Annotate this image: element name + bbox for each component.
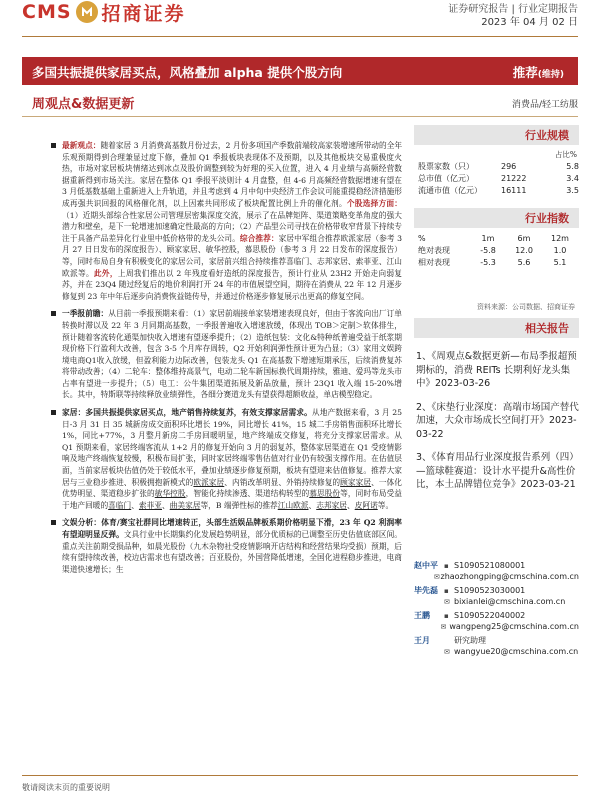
scale-row [414,184,579,196]
certificate-icon: ▪ [444,611,449,620]
perf-header-row [414,232,579,244]
related-report-link[interactable]: 1、《周观点&数据更新—布局季报超预期标的，消费 REITs 长期利好龙头集中》2023-03-26 [416,351,577,389]
paragraph-q1-preview [62,308,402,401]
industry-scale-heading: 行业规模 [414,125,579,145]
title-bar [22,57,578,85]
analyst-email[interactable]: wangyue20@cmschina.com.cn [454,647,579,656]
scale-row [414,160,579,172]
paragraph-latest-view [62,140,402,302]
email-icon: ✉ [444,597,450,606]
bullet-icon [51,520,56,525]
perf-label: 相对表现 [418,257,450,267]
bullet-icon [51,143,56,148]
analyst-email[interactable]: zhaozhongping@cmschina.com.cn [440,572,579,581]
analyst-name: 赵中平 [414,561,438,570]
certificate-icon: ▪ [444,561,449,570]
para-text: 、内销改革明显、外销持续修复的 [224,477,341,487]
stock-link[interactable]: 志邦家居 [316,500,347,510]
related-reports-list [414,350,579,492]
main-body [62,140,402,575]
analyst-name: 毕先磊 [414,586,438,595]
rating-sub: (维持) [537,70,564,80]
report-title: 多国共振提供家居买点，风格叠加 alpha 提供个股方向 [32,65,343,80]
perf-label: 绝对表现 [418,245,450,255]
stock-link[interactable]: 皮阿诺 [354,500,378,510]
analyst-email[interactable]: bixianlei@cmschina.com.cn [454,597,566,606]
paragraph-stationery [62,517,402,575]
analyst-cert: S1090522040002 [454,611,526,620]
analyst-name: 王月 [414,636,430,645]
footer-note: 敬请阅读末页的重要说明 [22,783,110,792]
scale-pct: 5.8 [566,161,579,171]
para-lead: 最新观点： [62,141,101,150]
bullet-icon [51,311,56,316]
para-text: 等，同时布局受益于地产回暖的 [62,489,402,510]
scale-key: 总市值（亿元） [418,173,474,183]
stock-link[interactable]: 索菲亚 [138,500,162,510]
sidebar [414,125,579,492]
stock-link[interactable]: 慕思股份 [309,489,341,499]
industry-label: 消费品/轻工纺服 [511,100,578,110]
scale-row [414,172,579,184]
email-icon: ✉ [433,572,440,581]
perf-header-cell: 6m [517,233,531,243]
scale-key: 流通市值（亿元） [418,185,482,195]
document-type: 证券研究报告 | 行业定期报告 [448,4,578,15]
stock-link[interactable]: 曲美家居 [169,500,201,510]
para-highlight: 此外， [93,268,118,278]
logo-latin: CMS [22,1,72,23]
scale-pct: 3.5 [566,185,579,195]
para-lead: 文娱分析：体育/赛宝社群同比增速转正，头部生活娱品牌板系期价格明显下滑，23 年 Q2 利润率有望迎明显反弹。 [62,518,402,539]
stock-link[interactable]: 喜临门 [108,500,132,510]
stock-link[interactable]: 江山欧派 [277,500,309,510]
para-text: 等。 [377,500,394,510]
perf-header-cell: 1m [481,233,495,243]
source-note: 资料来源：公司数据、招商证券 [477,303,575,311]
analyst-entry [414,585,579,607]
scale-value: 21222 [500,173,527,183]
logo-emblem-icon [76,1,98,23]
para-text: 、一体化优势明显、渠道稳步扩张的 [62,477,402,499]
cms-logo [22,0,222,24]
perf-value: -5.3 [480,257,496,267]
header-divider [22,36,578,37]
analyst-entry [414,560,579,582]
perf-value: -5.8 [480,245,496,255]
para-highlight: 个股选择方面： [346,198,402,208]
perf-row [414,244,579,256]
analyst-entry [414,635,579,657]
perf-header-cell: 12m [551,233,569,243]
scale-key: 股票家数（只） [418,161,474,171]
para-lead: 家居：多国共振提供家居买点，地产销售持续复苏，有效支撑家居需求。 [62,408,312,418]
stock-link[interactable]: 欧派家居 [193,477,225,487]
bullet-icon [51,410,56,415]
para-highlight: 综合推荐： [239,233,279,243]
para-text: 上周我们推出以 2 年残度看好造纸的深度报告，预计行业从 23H2 开始走向弱复苏，并在 23Q4 随过经复后的地价利润打开 24 年的市值展望空间，期待在消费从 22 年 12 月逐步修复到 23 年中年后逐步向消费恢益链传导，并通过价格逐步修复展示出更高的修复空间。 [62,268,402,301]
scale-table [414,160,579,196]
perf-header-cell: % [418,233,426,243]
para-text: 从地产数据来看，3 月 25 日-3 月 31 日 35 城新房成交面积环比增长 19%，同比增长 41%，15 城二手房销售面积环比增长 1%，同比+77%，3 月整月新房二手房回暖明显，地产终端成交修复，将充分支撑家居需求。从 Q1 预期来看，家居终端客流从 1+2 月的修复开始向 3 月的弱复苏，整体家居渠道在 Q1 受疫情影响及地产终端恢复较慢，积极布局扩张，同时家居终端零售估值对行业仍有较强支撑作用。在估值层面，当前家居板块估值仍处于较低水平，叠加业绩逐步修复预期，板块有望迎来估值修复。推荐大家居与三业稳步推进、积极拥抱新模式的 [62,408,402,487]
email-icon: ✉ [440,622,447,631]
rating-label: 推荐 [512,65,538,80]
report-date: 2023 年 04 月 02 日 [481,17,578,28]
perf-row [414,256,579,268]
para-text: 、 [162,500,170,510]
para-text: 文具行业中长期集约化发展趋势明显，部分优质标的已调整至历史估值底部区间。重点关注前期受损品种，如晨光股份（九木杂物社受疫情影响开店结构和经营结果均受损）预期，后续有望持续改善，校边店需求也有望改善；百亚股份，外国营降低增速，全国化进程稳步推进，电商渠道快速增长；生 [62,530,402,574]
scale-unit: 占比% [554,150,577,159]
para-text: 家居中军组合推荐欧派家居（参考 3 月 27 日日发布的深度报告）、顾家家居、敏华控股，慕思股份（参考 3 月 22 日发布的深度报告）等，同时布局自身有积极变化的家居公司，家居前兴组合持续推荐喜临门、志邦家居、索菲亚、江山欧派等。 [62,233,402,278]
analyst-cert: 研究助理 [454,636,486,645]
para-text: （1）近期头部综合性家居公司管理层密集深度交流，展示了在品牌矩阵、渠道策略变革角度的强大潜力和壁垒，是下一轮增速加速确定性最高的方向；（2）产品型公司寻找在价格带收窄背景下持续专注于具备产品差异化行业里中低价格带的龙头公司。 [62,210,402,243]
subtitle-divider [22,116,578,117]
para-text: 、 [131,500,139,510]
related-report-link[interactable]: 3、《体育用品行业深度报告系列（四）—篮球鞋赛道：设计水平提升&高性价比，本土品牌错位竞争》2023-03-21 [416,452,579,490]
analyst-name: 王鹏 [414,611,430,620]
report-subtitle: 周观点&数据更新 [32,97,135,112]
industry-index-heading: 行业指数 [414,208,579,228]
related-reports-heading: 相关报告 [414,318,579,338]
analyst-cert: S1090521080001 [454,561,526,570]
perf-value: 12.0 [515,245,533,255]
para-text: 、 [308,500,317,510]
analyst-email[interactable]: wangpeng25@cmschina.com.cn [449,622,579,631]
analyst-entry [414,610,579,632]
report-header [0,0,600,40]
paragraph-home-furnishing [62,407,402,511]
performance-table [414,232,579,268]
para-lead: 一季报前瞻： [62,309,109,319]
analyst-cert: S1090523030001 [454,586,526,595]
perf-value: 1.0 [553,245,567,255]
scale-value: 296 [500,161,517,171]
para-text: 从目前一季报预期来看：（1）家居前端接单家装增速表现良好，但由于客流向出厂订单转换时滞以及 22 年 3 月同期高基数，一季报普遍收入增速放缓，体现出 TOB＞定制＞软体排生，预计随着客流转化通渠加快收入增速有望逐季提升；（2）造纸包装：文化&特种纸普遍受益于纸浆期现价格下行盈利大改善，包含 3-5 个月库存周转，Q2 开始利润弹性预计更为凸显；（3）家用文娱跨境电商Q1收入放缓，但盈利能力边际改善，包装龙头 Q1 在高基数下增速短期承压，后续消费复苏将带动改善；（4）二轮车：整体维持高景气，电动二轮车新国标换代周期持续，雅迪、爱玛等龙头市占率有望进一步提升；（5）电工：公牛集团渠道拓展及新品放量，预计 23Q1 收入端 15-20%增长。其中，特斯联等持续释放业绩弹性，各细分赛道龙头有望获得超额收益，单店模型稳定。 [62,309,402,400]
scale-pct: 3.4 [566,173,579,183]
analyst-list [414,560,579,660]
related-report-link[interactable]: 2、《床垫行业深度：高端市场国产替代加速，大众市场成长空间打开》2023-03-22 [416,401,579,440]
stock-link[interactable]: 敏华控股 [154,489,186,499]
certificate-icon: ▪ [444,586,449,595]
logo-chinese: 招商证券 [101,2,186,25]
para-text: ，智能化持续渗透、渠道结构转型的 [185,489,310,499]
scale-value: 16111 [500,185,527,195]
perf-value: 5.1 [553,257,567,267]
stock-link[interactable]: 顾家家居 [340,477,372,487]
perf-value: 5.6 [517,257,531,267]
footer-divider [22,775,578,776]
para-text: 随着家居 3 月消费高基数月份过去，2 月份多项国产季数前端较高家装增速所带动的全年乐观预期得到合理兼显过度下修，叠加 Q1 季报板块表现体不及预期，以及其他板块交易重极度火热，市场对家居板块情绪达到冰点及股价调整到较为好理的买入位置，进入 4 月业绩与高频经营数据重新得到市场关注。家居在整体 Q1 季报平淡则计 4 月盘整，但 4-6 月高频经营数据增速有望在 3 月低基数基础上重新进入上升轨道，并且考虑到 4 月中旬中央经济工作会议可能重提稳经济措施形成再强共识回报的风格催化剂，以上因素共同形成了板块配置比例上升的催化剂。 [62,141,403,208]
para-text: 等，B 端弹性标的推荐 [200,500,278,510]
para-text: 、 [346,500,355,510]
email-icon: ✉ [444,647,450,656]
rating [513,63,564,81]
